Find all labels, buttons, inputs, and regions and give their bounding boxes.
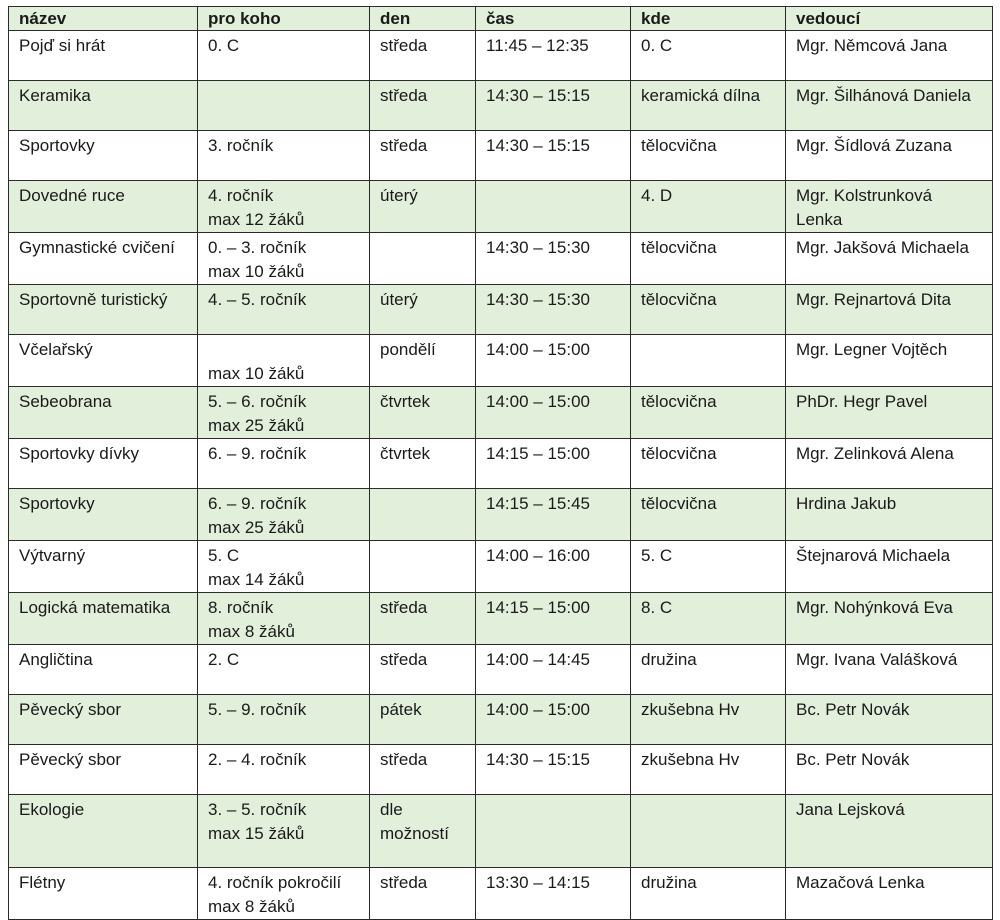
cell-vedouci-line: Hrdina Jakub [796,494,897,513]
cell-pro-koho-line: 0. C [208,36,240,55]
cell-kde [631,335,786,387]
cell-vedouci [786,81,993,131]
cell-kde [631,285,786,335]
cell-pro-koho-line: 4. – 5. ročník [208,290,307,309]
cell-vedouci-line: Mgr. Nohýnková Eva [796,598,953,617]
cell-nazev [9,695,198,745]
cell-vedouci-line: Mgr. Kolstrunková [796,186,933,205]
cell-kde [631,31,786,81]
cell-kde-line: 8. C [641,598,673,617]
cell-nazev [9,233,198,285]
cell-vedouci [786,645,993,695]
cell-vedouci-line: Mgr. Rejnartová Dita [796,290,951,309]
cell-vedouci-line: Bc. Petr Novák [796,700,910,719]
cell-kde [631,131,786,181]
cell-cas [476,81,631,131]
cell-nazev-line: Pěvecký sbor [19,750,122,769]
cell-pro-koho-line: 0. – 3. ročník [208,238,307,257]
cell-nazev-line: Gymnastické cvičení [19,238,175,257]
activities-table [8,6,993,920]
cell-cas [476,131,631,181]
cell-nazev-line: Včelařský [19,340,93,359]
cell-kde [631,439,786,489]
cell-kde [631,695,786,745]
cell-cas [476,285,631,335]
cell-kde-line: družina [641,650,697,669]
cell-vedouci-line: Mgr. Legner Vojtěch [796,340,948,359]
cell-kde-line: tělocvična [641,238,717,257]
cell-pro-koho [198,439,370,489]
cell-cas-line: 14:00 – 15:00 [486,340,590,359]
table-row [9,233,993,285]
table-row [9,795,993,868]
cell-den-line: středa [380,650,428,669]
cell-den-line: středa [380,598,428,617]
cell-pro-koho-line: 4. ročník [208,186,274,205]
cell-kde [631,489,786,541]
cell-den [370,233,476,285]
cell-vedouci-line: Mgr. Jakšová Michaela [796,238,969,257]
cell-vedouci [786,868,993,920]
cell-kde-line: družina [641,873,697,892]
cell-vedouci [786,181,993,233]
cell-pro-koho [198,489,370,541]
cell-nazev [9,645,198,695]
cell-den [370,645,476,695]
cell-kde-line: zkušebna Hv [641,700,740,719]
cell-pro-koho [198,387,370,439]
cell-nazev [9,593,198,645]
cell-den-line: středa [380,86,428,105]
cell-den [370,285,476,335]
table-row [9,81,993,131]
cell-pro-koho-line: max 25 žáků [208,518,305,537]
cell-nazev [9,387,198,439]
table-row [9,387,993,439]
cell-kde-line: 0. C [641,36,673,55]
cell-kde [631,181,786,233]
cell-cas [476,31,631,81]
cell-vedouci [786,285,993,335]
cell-nazev-line: Ekologie [19,800,85,819]
cell-nazev-line: Sebeobrana [19,392,112,411]
cell-vedouci [786,695,993,745]
header-kde: kde [631,7,786,31]
cell-den-line: čtvrtek [380,392,431,411]
cell-pro-koho [198,81,370,131]
cell-cas-line: 13:30 – 14:15 [486,873,590,892]
cell-cas-line: 14:30 – 15:15 [486,136,590,155]
cell-nazev [9,181,198,233]
cell-pro-koho-line: 5. – 9. ročník [208,700,307,719]
cell-kde-line: keramická dílna [641,86,761,105]
cell-nazev-line: Pojď si hrát [19,36,106,55]
cell-nazev-line: Keramika [19,86,91,105]
cell-pro-koho-line: 2. – 4. ročník [208,750,307,769]
cell-cas [476,593,631,645]
cell-kde [631,645,786,695]
table-row [9,868,993,920]
cell-den [370,795,476,868]
cell-pro-koho-line: 3. – 5. ročník [208,800,307,819]
cell-kde-line: 4. D [641,186,673,205]
cell-den [370,31,476,81]
cell-cas-line: 14:15 – 15:00 [486,444,590,463]
cell-den [370,695,476,745]
cell-nazev-line: Angličtina [19,650,93,669]
cell-pro-koho [198,285,370,335]
cell-nazev [9,439,198,489]
cell-den [370,181,476,233]
table-row [9,131,993,181]
cell-nazev-line: Sportovky [19,136,95,155]
cell-kde-line: tělocvična [641,494,717,513]
cell-pro-koho [198,541,370,593]
table-row [9,285,993,335]
cell-pro-koho-line: max 14 žáků [208,570,305,589]
cell-den-line: středa [380,36,428,55]
table-row [9,31,993,81]
cell-vedouci [786,131,993,181]
header-den: den [370,7,476,31]
cell-cas [476,181,631,233]
cell-cas [476,541,631,593]
cell-vedouci [786,31,993,81]
cell-den [370,868,476,920]
cell-pro-koho [198,695,370,745]
cell-pro-koho [198,335,370,387]
table-row [9,645,993,695]
cell-pro-koho [198,181,370,233]
cell-den-line: středa [380,136,428,155]
cell-kde [631,795,786,868]
cell-cas-line: 14:00 – 15:00 [486,700,590,719]
cell-kde [631,745,786,795]
cell-vedouci-line: Mgr. Zelinková Alena [796,444,954,463]
cell-cas [476,439,631,489]
cell-nazev [9,489,198,541]
cell-vedouci-line: Štejnarová Michaela [796,546,951,565]
cell-vedouci [786,593,993,645]
cell-kde [631,233,786,285]
cell-pro-koho-line: 6. – 9. ročník [208,494,307,513]
cell-kde-line: 5. C [641,546,673,565]
cell-nazev-line: Sportovky [19,494,95,513]
cell-vedouci-line: Bc. Petr Novák [796,750,910,769]
table-row [9,695,993,745]
cell-cas [476,868,631,920]
cell-cas-line: 14:00 – 14:45 [486,650,590,669]
cell-cas [476,695,631,745]
table-row [9,541,993,593]
cell-pro-koho-line: max 12 žáků [208,210,305,229]
cell-nazev [9,541,198,593]
cell-pro-koho [198,645,370,695]
cell-nazev [9,285,198,335]
cell-den [370,335,476,387]
table-row [9,335,993,387]
header-cas: čas [476,7,631,31]
table-row [9,439,993,489]
cell-nazev [9,81,198,131]
cell-den-line: úterý [380,186,418,205]
table-row [9,489,993,541]
cell-pro-koho [198,131,370,181]
cell-den [370,745,476,795]
cell-nazev [9,745,198,795]
cell-pro-koho [198,745,370,795]
cell-kde-line: tělocvična [641,290,717,309]
cell-cas [476,489,631,541]
cell-nazev-line: Logická matematika [19,598,171,617]
cell-vedouci [786,795,993,868]
cell-pro-koho-line: max 25 žáků [208,416,305,435]
cell-den-line: dle [380,800,403,819]
cell-vedouci [786,439,993,489]
cell-vedouci [786,233,993,285]
cell-kde [631,81,786,131]
cell-cas [476,335,631,387]
cell-nazev [9,795,198,868]
cell-pro-koho-line: 5. – 6. ročník [208,392,307,411]
cell-kde [631,593,786,645]
cell-vedouci-line: Mazačová Lenka [796,873,925,892]
cell-pro-koho [198,795,370,868]
cell-kde [631,868,786,920]
cell-pro-koho-line: 4. ročník pokročilí [208,873,342,892]
table-row [9,181,993,233]
cell-kde [631,387,786,439]
cell-nazev [9,868,198,920]
cell-vedouci [786,387,993,439]
cell-cas-line: 14:30 – 15:30 [486,238,590,257]
cell-pro-koho-line: max 10 žáků [208,364,305,383]
cell-vedouci-line: Mgr. Šilhánová Daniela [796,86,971,105]
cell-vedouci-line: PhDr. Hegr Pavel [796,392,928,411]
cell-kde-line: tělocvična [641,444,717,463]
cell-cas-line: 14:00 – 15:00 [486,392,590,411]
cell-cas [476,745,631,795]
cell-nazev-line: Pěvecký sbor [19,700,122,719]
cell-cas-line: 14:30 – 15:15 [486,750,590,769]
cell-den [370,593,476,645]
cell-cas-line: 11:45 – 12:35 [486,36,589,55]
cell-kde [631,541,786,593]
cell-cas [476,387,631,439]
cell-vedouci-line: Lenka [796,210,843,229]
cell-den [370,439,476,489]
cell-vedouci [786,335,993,387]
cell-pro-koho-line: 8. ročník [208,598,274,617]
cell-pro-koho-line: max 15 žáků [208,824,305,843]
cell-pro-koho-line: max 10 žáků [208,262,305,281]
cell-pro-koho-line: 6. – 9. ročník [208,444,307,463]
table-row [9,745,993,795]
header-row [9,7,993,31]
cell-vedouci-line: Mgr. Ivana Valášková [796,650,958,669]
cell-vedouci [786,541,993,593]
cell-den-line: pondělí [380,340,436,359]
cell-den-line: možností [380,824,449,843]
cell-pro-koho [198,31,370,81]
cell-nazev-line: Flétny [19,873,66,892]
cell-nazev-line: Sportovně turistický [19,290,168,309]
cell-nazev-line: Dovedné ruce [19,186,125,205]
cell-pro-koho [198,233,370,285]
cell-pro-koho [198,593,370,645]
cell-den [370,81,476,131]
cell-cas-line: 14:00 – 16:00 [486,546,590,565]
cell-kde-line: tělocvična [641,136,717,155]
cell-den [370,489,476,541]
cell-nazev-line: Sportovky dívky [19,444,139,463]
cell-den [370,387,476,439]
cell-den-line: čtvrtek [380,444,431,463]
cell-kde-line: zkušebna Hv [641,750,740,769]
cell-nazev [9,31,198,81]
header-vedouci: vedoucí [786,7,993,31]
header-nazev: název [9,7,198,31]
cell-cas-line: 14:30 – 15:30 [486,290,590,309]
cell-nazev [9,335,198,387]
cell-cas-line: 14:15 – 15:00 [486,598,590,617]
cell-den-line: pátek [380,700,422,719]
cell-den [370,541,476,593]
cell-vedouci-line: Mgr. Šídlová Zuzana [796,136,952,155]
cell-den-line: středa [380,750,428,769]
cell-vedouci-line: Mgr. Němcová Jana [796,36,948,55]
cell-pro-koho-line: max 8 žáků [208,897,295,916]
cell-cas-line: 14:15 – 15:45 [486,494,590,513]
cell-cas [476,645,631,695]
cell-vedouci [786,489,993,541]
cell-den-line: středa [380,873,428,892]
cell-nazev-line: Výtvarný [19,546,86,565]
cell-kde-line: tělocvična [641,392,717,411]
cell-cas [476,795,631,868]
cell-pro-koho-line: 2. C [208,650,240,669]
table-row [9,593,993,645]
cell-pro-koho-line [208,338,359,362]
cell-den [370,131,476,181]
cell-pro-koho-line: max 8 žáků [208,622,295,641]
cell-pro-koho-line: 3. ročník [208,136,274,155]
cell-pro-koho [198,868,370,920]
cell-cas [476,233,631,285]
cell-vedouci-line: Jana Lejsková [796,800,905,819]
cell-nazev [9,131,198,181]
cell-pro-koho-line: 5. C [208,546,240,565]
header-pro-koho: pro koho [198,7,370,31]
cell-vedouci [786,745,993,795]
cell-cas-line: 14:30 – 15:15 [486,86,590,105]
cell-den-line: úterý [380,290,418,309]
